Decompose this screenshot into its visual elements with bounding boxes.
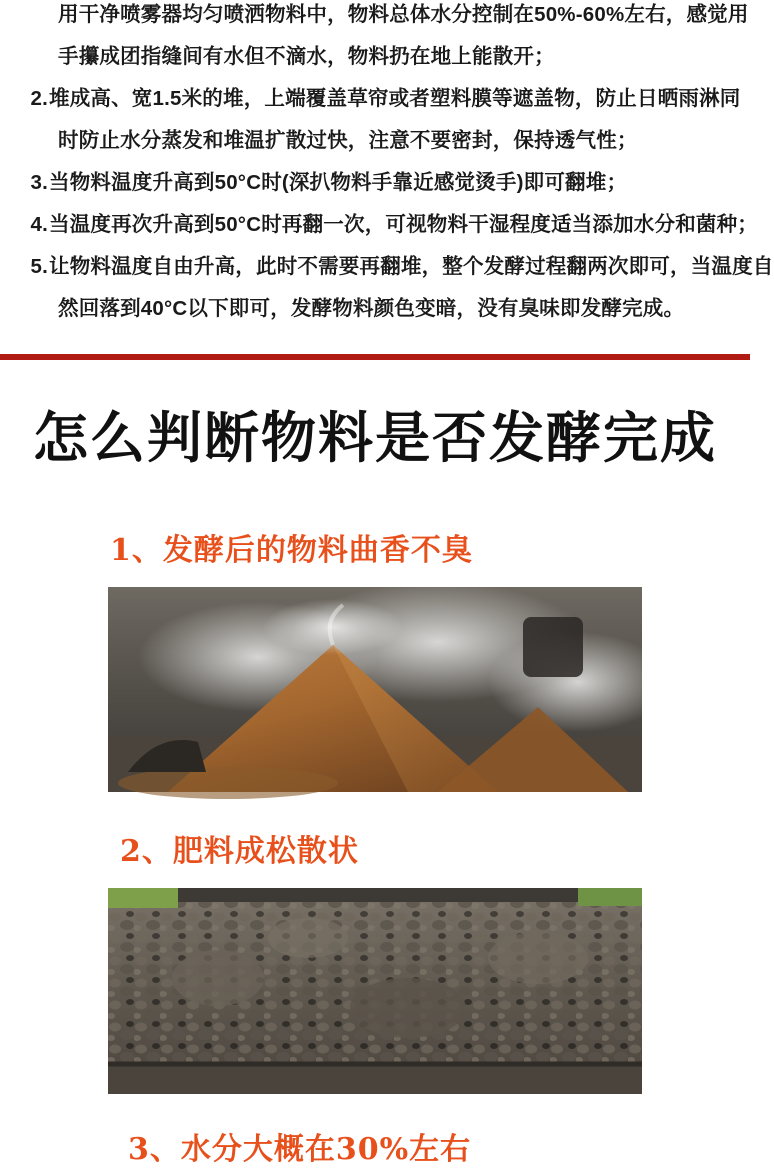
step-number: 4. bbox=[30, 213, 48, 236]
step-text: 然回落到40°C以下即可，发酵物料颜色变暗，没有臭味即发酵完成。 bbox=[58, 297, 685, 320]
divider-red-bar bbox=[0, 354, 750, 360]
photo-steaming-fermented-material-pile bbox=[108, 587, 642, 792]
steaming-pile-illustration bbox=[108, 587, 642, 792]
step-text: 堆成高、宽1.5米的堆，上端覆盖草帘或者塑料膜等遮盖物，防止日晒雨淋同 bbox=[49, 87, 741, 110]
subheading-item-3: 3、水分大概在30%左右 bbox=[128, 1132, 472, 1168]
step-text: 让物料温度自由升高，此时不需要再翻堆，整个发酵过程翻两次即可，当温度自 bbox=[49, 255, 774, 278]
step-line-partial-2 bbox=[18, 36, 732, 78]
step-text: 手攥成团指缝间有水但不滴水，物料扔在地上能散开； bbox=[58, 45, 555, 68]
step-text: 当物料温度升高到50°C时(深扒物料手靠近感觉烫手)即可翻堆； bbox=[49, 171, 628, 194]
step-text: 当温度再次升高到50°C时再翻一次，可视物料干湿程度适当添加水分和菌种； bbox=[49, 213, 759, 236]
page-title: 怎么判断物料是否发酵完成 bbox=[32, 405, 717, 470]
step-text: 时防止水分蒸发和堆温扩散过快，注意不要密封，保持透气性； bbox=[58, 129, 638, 152]
fermentation-steps-section bbox=[0, 0, 774, 330]
step-text: 用干净喷雾器均匀喷洒物料中，物料总体水分控制在50%-60%左右，感觉用 bbox=[58, 3, 749, 26]
loose-fertilizer-illustration bbox=[108, 888, 642, 1094]
step-item-4-line-1 bbox=[18, 204, 759, 246]
step-line-partial-1 bbox=[18, 0, 749, 36]
step-item-2-line-2 bbox=[18, 120, 732, 162]
subheading-item-1: 1、发酵后的物料曲香不臭 bbox=[110, 533, 473, 569]
step-item-5-line-1 bbox=[18, 246, 774, 288]
photo-loose-dark-fertilizer-closeup bbox=[108, 888, 642, 1094]
step-number: 5. bbox=[30, 255, 48, 278]
section-divider bbox=[0, 354, 750, 364]
step-item-5-line-2 bbox=[18, 288, 732, 330]
step-item-3-line-1 bbox=[18, 162, 732, 204]
step-item-2-line-1 bbox=[18, 78, 741, 120]
step-number: 2. bbox=[30, 87, 48, 110]
subheading-item-2: 2、肥料成松散状 bbox=[120, 834, 359, 870]
step-number: 3. bbox=[30, 171, 48, 194]
